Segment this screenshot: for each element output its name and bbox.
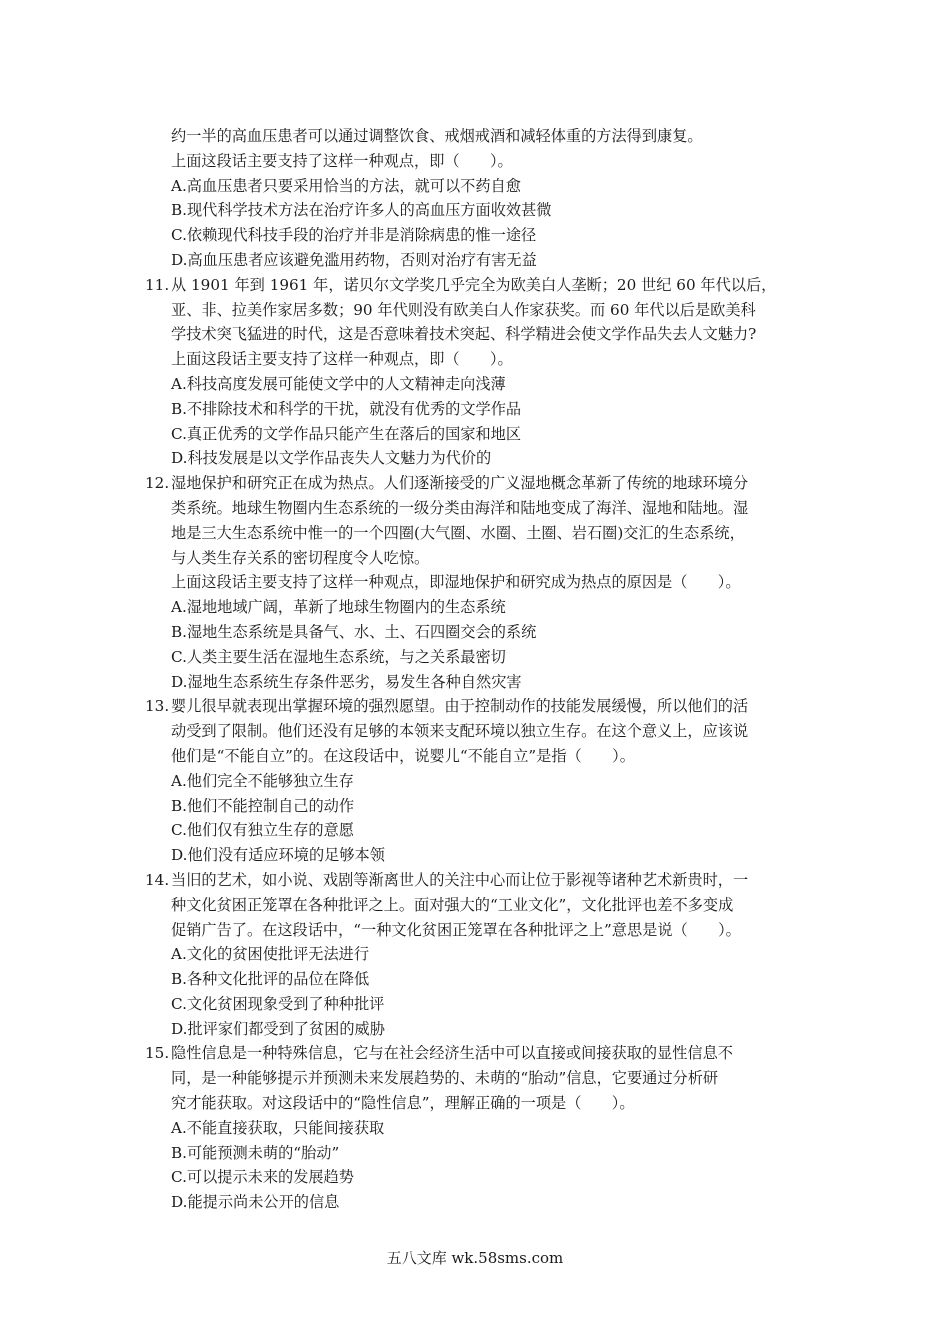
- option-a: A.湿地地域广阔，革新了地球生物圈内的生态系统: [171, 598, 506, 617]
- option-c: C.依赖现代科技手段的治疗并非是消除病患的惟一途径: [171, 226, 537, 245]
- question-10-continued: [145, 124, 825, 273]
- option-d: D.批评家们都受到了贫困的威胁: [171, 1019, 385, 1038]
- question-text-line: 同，是一种能够提示并预测未来发展趋势的、未萌的“胎动”信息，它要通过分析研: [171, 1069, 719, 1088]
- question-text-line: 亚、非、拉美作家居多数；90 年代则没有欧美白人作家获奖。而 60 年代以后是欧美科: [171, 300, 756, 319]
- question-text-line: 当旧的艺术，如小说、戏剧等渐离世人的关注中心而让位于影视等诸种艺术新贵时，一: [171, 870, 749, 889]
- option-b: B.他们不能控制自己的动作: [171, 796, 355, 815]
- option-c: C.文化贫困现象受到了种种批评: [171, 994, 385, 1013]
- question-text-line: 隐性信息是一种特殊信息，它与在社会经济生活中可以直接或间接获取的显性信息不: [171, 1044, 733, 1063]
- option-b: B.湿地生态系统是具备气、水、土、石四圈交会的系统: [171, 622, 537, 641]
- question-list: [145, 124, 825, 1215]
- option-d: D.科技发展是以文学作品丧失人文魅力为代价的: [171, 449, 492, 468]
- option-c: C.可以提示未来的发展趋势: [171, 1168, 354, 1187]
- question-number: 15.: [145, 1044, 170, 1063]
- question-text-line: 与人类生存关系的密切程度令人吃惊。: [171, 548, 430, 567]
- question-number: 13.: [145, 697, 170, 716]
- question-number: 12.: [145, 474, 170, 493]
- option-a: A.文化的贫困使批评无法进行: [171, 945, 370, 964]
- option-d: D.湿地生态系统生存条件恶劣，易发生各种自然灾害: [171, 672, 522, 691]
- option-b: B.各种文化批评的品位在降低: [171, 970, 370, 989]
- option-a: A.科技高度发展可能使文学中的人文精神走向浅薄: [171, 374, 506, 393]
- option-c: C.真正优秀的文学作品只能产生在落后的国家和地区: [171, 424, 522, 443]
- question-text-line: 类系统。地球生物圈内生态系统的一级分类由海洋和陆地变成了海洋、湿地和陆地。湿: [171, 498, 749, 517]
- option-a: A.他们完全不能够独立生存: [171, 771, 354, 790]
- question-prompt: 上面这段话主要支持了这样一种观点，即（ ）。: [171, 151, 513, 170]
- question-12: [145, 471, 825, 694]
- question-prompt: 究才能获取。对这段话中的“隐性信息”，理解正确的一项是（ ）。: [171, 1094, 635, 1113]
- question-14: [145, 868, 825, 1042]
- question-prompt: 上面这段话主要支持了这样一种观点，即（ ）。: [171, 350, 513, 369]
- question-number: 11.: [145, 275, 170, 294]
- option-a: A.不能直接获取，只能间接获取: [171, 1118, 385, 1137]
- question-text-line: 约一半的高血压患者可以通过调整饮食、戒烟戒酒和减轻体重的方法得到康复。: [171, 127, 703, 145]
- question-text-line: 从 1901 年到 1961 年，诺贝尔文学奖几乎完全为欧美白人垄断；20 世纪 60 年代以后，: [171, 275, 777, 294]
- question-number: 14.: [145, 870, 170, 889]
- option-b: B.不排除技术和科学的干扰，就没有优秀的文学作品: [171, 399, 522, 418]
- option-c: C.人类主要生活在湿地生态系统，与之关系最密切: [171, 647, 506, 666]
- question-text-line: 学技术突飞猛进的时代，这是否意味着技术突起、科学精进会使文学作品失去人文魅力?: [171, 325, 757, 344]
- question-15: [145, 1041, 825, 1215]
- option-b: B.可能预测未萌的“胎动”: [171, 1143, 340, 1162]
- option-b: B.现代科学技术方法在治疗许多人的高血压方面收效甚微: [171, 201, 552, 220]
- option-a: A.高血压患者只要采用恰当的方法，就可以不药自愈: [171, 176, 521, 195]
- question-11: [145, 273, 825, 471]
- question-text-line: 婴儿很早就表现出掌握环境的强烈愿望。由于控制动作的技能发展缓慢，所以他们的活: [171, 697, 749, 716]
- question-prompt: 他们是“不能自立”的。在这段话中，说婴儿“不能自立”是指（ ）。: [171, 746, 635, 765]
- option-c: C.他们仅有独立生存的意愿: [171, 821, 354, 840]
- question-prompt: 促销广告了。在这段话中，“一种文化贫困正笼罩在各种批评之上”意思是说（ ）。: [171, 920, 741, 939]
- option-d: D.他们没有适应环境的足够本领: [171, 846, 385, 865]
- option-d: D.能提示尚未公开的信息: [171, 1193, 340, 1212]
- page-footer: 五八文库 wk.58sms.com: [386, 1249, 564, 1267]
- question-text-line: 湿地保护和研究正在成为热点。人们逐渐接受的广义湿地概念革新了传统的地球环境分: [171, 474, 749, 493]
- question-prompt: 上面这段话主要支持了这样一种观点，即湿地保护和研究成为热点的原因是（ ）。: [171, 573, 741, 592]
- question-text-line: 种文化贫困正笼罩在各种批评之上。面对强大的“工业文化”，文化批评也差不多变成: [171, 895, 734, 914]
- question-text-line: 动受到了限制。他们还没有足够的本领来支配环境以独立生存。在这个意义上，应该说: [171, 722, 749, 741]
- question-text-line: 地是三大生态系统中惟一的一个四圈(大气圈、水圈、土圈、岩石圈)交汇的生态系统，: [171, 523, 745, 542]
- question-13: [145, 694, 825, 868]
- option-d: D.高血压患者应该避免滥用药物，否则对治疗有害无益: [171, 250, 537, 269]
